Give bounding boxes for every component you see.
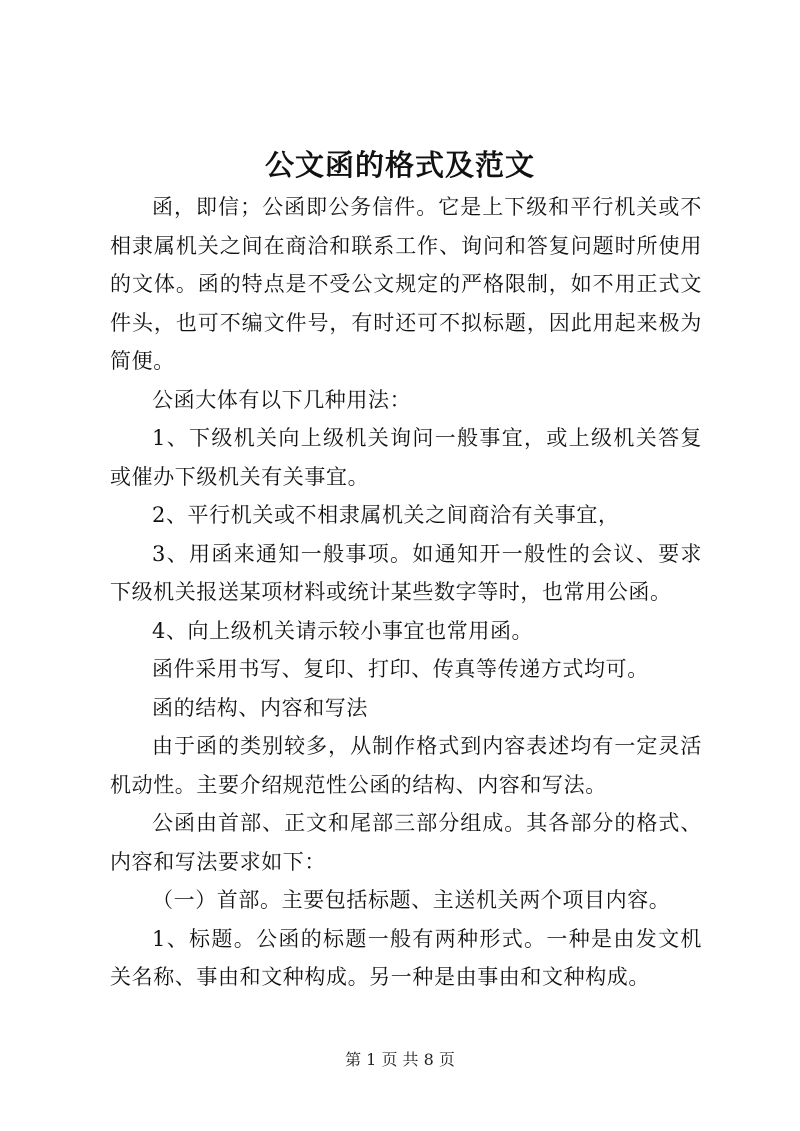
paragraph-usage-1: 1、下级机关向上级机关询问一般事宜，或上级机关答复或催办下级机关有关事宜。: [110, 426, 702, 489]
paragraph-usage-4: 4、向上级机关请示较小事宜也常用函。: [152, 618, 534, 643]
paragraph-title-rule: 1、标题。公函的标题一般有两种形式。一种是由发文机关名称、事由和文种构成。另一种是由事由和文种构成。: [110, 926, 702, 989]
document-body: [110, 188, 702, 997]
paragraph-usage-heading: 公函大体有以下几种用法：: [152, 387, 412, 412]
paragraph-transmission: 函件采用书写、复印、打印、传真等传递方式均可。: [152, 657, 649, 681]
paragraph-structure-heading: 函的结构、内容和写法: [152, 695, 368, 720]
paragraph-structure-intro: 由于函的类别较多，从制作格式到内容表述均有一定灵活机动性。主要介绍规范性公函的结构、内容和写法。: [110, 734, 702, 797]
paragraph-section-header: （一）首部。主要包括标题、主送机关两个项目内容。: [152, 888, 671, 912]
paragraph-usage-3: 3、用函来通知一般事项。如通知开一般性的会议、要求下级机关报送某项材料或统计某些数字等时，也常用公函。: [110, 541, 702, 604]
paragraph-components: 公函由首部、正文和尾部三部分组成。其各部分的格式、内容和写法要求如下：: [110, 811, 702, 874]
paragraph-usage-2: 2、平行机关或不相隶属机关之间商洽有关事宜，: [152, 503, 620, 527]
paragraph-intro: 函，即信；公函即公务信件。它是上下级和平行机关或不相隶属机关之间在商洽和联系工作、询问和答复问题时所使用的文体。函的特点是不受公文规定的严格限制，如不用正式文件头，也可不编文件号，有时还可不拟标题，因此用起来极为简便。: [110, 195, 702, 373]
page-footer: 第 1 页 共 8 页: [345, 1050, 455, 1069]
page-title: 公文函的格式及范文: [264, 148, 535, 182]
